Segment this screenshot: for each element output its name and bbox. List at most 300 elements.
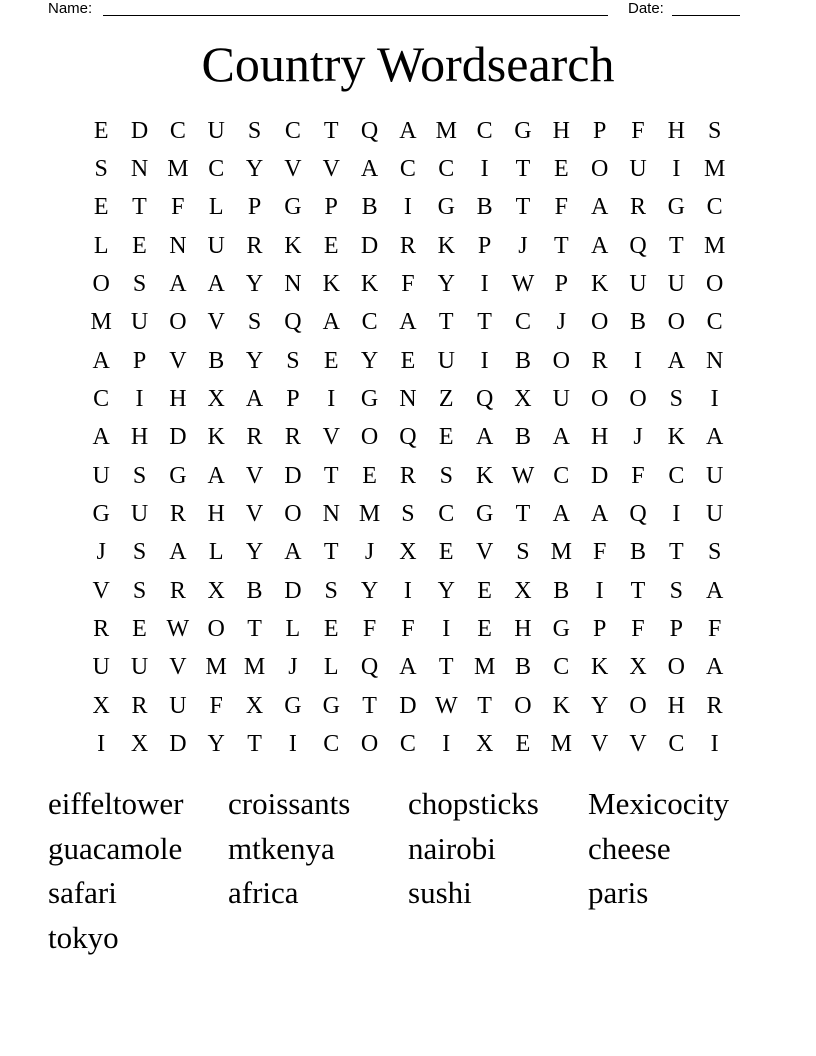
grid-letter: V: [245, 462, 264, 489]
grid-letter: M: [90, 309, 112, 336]
grid-letter: O: [514, 692, 532, 719]
grid-letter: T: [323, 462, 339, 489]
grid-letter: X: [514, 386, 532, 413]
grid-letter: E: [477, 616, 492, 643]
grid-letter: A: [667, 347, 685, 374]
grid-letter: I: [135, 386, 144, 413]
grid-letter: D: [590, 462, 609, 489]
grid-letter: G: [284, 692, 302, 719]
grid-letter: U: [207, 117, 225, 144]
grid-letter: B: [476, 194, 493, 221]
grid-letter: A: [399, 309, 417, 336]
grid-letter: C: [668, 462, 685, 489]
grid-letter: A: [360, 156, 379, 183]
grid-letter: V: [169, 347, 187, 374]
word-list-item: tokyo: [48, 919, 119, 955]
grid-letter: W: [166, 616, 190, 643]
grid-letter: A: [169, 271, 187, 298]
word-list-item: africa: [228, 875, 299, 910]
grid-letter: E: [323, 616, 339, 643]
header-fields: [48, 0, 748, 20]
grid-letter: A: [322, 309, 340, 336]
grid-letter: A: [590, 194, 609, 221]
word-list-item: croissants: [228, 786, 351, 821]
grid-letter: J: [364, 539, 375, 566]
grid-letter: B: [208, 347, 225, 374]
grid-letter: R: [284, 424, 301, 451]
word-list-item: nairobi: [408, 830, 496, 866]
grid-letter: X: [92, 692, 110, 719]
word-list: [48, 782, 768, 960]
grid-letter: A: [552, 424, 570, 451]
grid-letter: T: [247, 731, 262, 758]
grid-letter: U: [130, 501, 149, 528]
grid-letter: A: [284, 539, 302, 566]
grid-letter: T: [438, 654, 454, 681]
grid-letter: F: [631, 117, 645, 144]
grid-letter: S: [247, 309, 262, 336]
grid-letter: D: [169, 424, 187, 451]
grid-letter: O: [284, 501, 302, 528]
grid-letter: L: [285, 616, 301, 643]
grid-letter: V: [169, 654, 187, 681]
grid-letter: J: [288, 654, 298, 681]
grid-letter: S: [132, 539, 147, 566]
grid-letter: M: [704, 156, 726, 183]
grid-letter: E: [323, 347, 339, 374]
grid-letter: D: [360, 232, 379, 259]
grid-letter: I: [710, 386, 719, 413]
grid-letter: O: [552, 347, 570, 374]
grid-letter: F: [362, 616, 377, 643]
grid-letter: X: [130, 731, 149, 758]
grid-letter: Z: [438, 386, 454, 413]
grid-letter: O: [360, 424, 379, 451]
grid-letter: O: [629, 692, 647, 719]
grid-letter: C: [169, 117, 186, 144]
grid-letter: O: [590, 386, 609, 413]
grid-letter: P: [592, 117, 607, 144]
grid-letter: U: [706, 462, 724, 489]
grid-letter: E: [132, 232, 147, 259]
grid-letter: B: [361, 194, 378, 221]
grid-letter: E: [93, 117, 109, 144]
grid-letter: A: [399, 654, 417, 681]
grid-letter: Q: [629, 501, 647, 528]
grid-letter: P: [477, 232, 492, 259]
grid-letter: K: [590, 271, 609, 298]
grid-letter: C: [93, 386, 110, 413]
grid-letter: U: [130, 309, 149, 336]
grid-letter: T: [668, 232, 684, 259]
grid-letter: M: [704, 232, 726, 259]
grid-letter: A: [475, 424, 494, 451]
grid-letter: K: [284, 232, 302, 259]
grid-letter: Y: [437, 577, 455, 604]
grid-letter: R: [131, 692, 148, 719]
grid-letter: U: [130, 654, 149, 681]
grid-letter: G: [360, 386, 379, 413]
grid-letter: D: [284, 462, 302, 489]
grid-letter: X: [207, 577, 225, 604]
grid-letter: P: [669, 616, 683, 643]
grid-letter: P: [592, 616, 607, 643]
grid-letter: T: [323, 539, 339, 566]
grid-letter: D: [399, 692, 417, 719]
grid-letter: B: [514, 424, 531, 451]
grid-letter: K: [552, 692, 570, 719]
grid-letter: A: [245, 386, 264, 413]
grid-letter: F: [401, 616, 415, 643]
grid-letter: R: [591, 347, 608, 374]
grid-letter: I: [480, 156, 489, 183]
grid-letter: R: [169, 577, 186, 604]
grid-letter: C: [668, 731, 685, 758]
grid-letter: A: [706, 424, 724, 451]
grid-letter: L: [208, 539, 224, 566]
grid-letter: I: [710, 731, 719, 758]
grid-letter: D: [130, 117, 149, 144]
word-list-item: paris: [588, 875, 649, 910]
grid-letter: I: [672, 156, 681, 183]
word-list-item: chopsticks: [408, 786, 539, 821]
grid-letter: P: [286, 386, 300, 413]
word-list-item: sushi: [408, 875, 472, 910]
word-list-item: cheese: [588, 830, 671, 866]
grid-letter: C: [284, 117, 301, 144]
grid-letter: D: [169, 731, 187, 758]
grid-letter: C: [514, 309, 531, 336]
grid-letter: Y: [360, 577, 379, 604]
grid-letter: U: [552, 386, 570, 413]
grid-letter: S: [669, 577, 683, 604]
grid-letter: V: [207, 309, 225, 336]
grid-letter: F: [707, 616, 722, 643]
grid-letter: M: [167, 156, 189, 183]
grid-letter: A: [590, 232, 609, 259]
grid-letter: O: [706, 271, 724, 298]
grid-letter: A: [399, 117, 417, 144]
grid-letter: X: [245, 692, 264, 719]
grid-letter: I: [595, 577, 604, 604]
grid-letter: U: [667, 271, 685, 298]
word-list-item: safari: [48, 875, 117, 910]
grid-letter: T: [515, 501, 531, 528]
grid-letter: X: [399, 539, 417, 566]
grid-letter: A: [92, 347, 110, 374]
grid-letter: M: [550, 731, 572, 758]
grid-letter: C: [323, 731, 340, 758]
grid-letter: U: [92, 654, 110, 681]
grid-letter: P: [132, 347, 147, 374]
grid-letter: C: [706, 309, 723, 336]
grid-letter: S: [286, 347, 300, 374]
grid-letter: K: [360, 271, 379, 298]
grid-letter: K: [475, 462, 494, 489]
grid-letter: P: [247, 194, 262, 221]
grid-letter: Y: [437, 271, 455, 298]
grid-letter: L: [208, 194, 224, 221]
grid-letter: A: [706, 654, 724, 681]
grid-letter: Q: [360, 117, 379, 144]
grid-letter: H: [207, 501, 225, 528]
grid-letter: O: [590, 309, 609, 336]
grid-letter: X: [475, 731, 494, 758]
grid-letter: S: [707, 117, 722, 144]
grid-letter: O: [360, 731, 379, 758]
grid-letter: U: [207, 232, 225, 259]
grid-letter: M: [205, 654, 227, 681]
grid-letter: E: [515, 731, 531, 758]
grid-letter: V: [245, 501, 264, 528]
grid-letter: A: [590, 501, 609, 528]
grid-letter: T: [515, 156, 531, 183]
grid-letter: T: [515, 194, 531, 221]
grid-letter: B: [629, 539, 646, 566]
grid-letter: C: [553, 654, 570, 681]
grid-letter: C: [476, 117, 493, 144]
grid-letter: B: [629, 309, 646, 336]
grid-letter: K: [207, 424, 225, 451]
grid-letter: F: [554, 194, 568, 221]
grid-letter: K: [437, 232, 455, 259]
grid-letter: P: [554, 271, 568, 298]
grid-letter: J: [556, 309, 566, 336]
grid-letter: I: [327, 386, 336, 413]
grid-letter: C: [706, 194, 723, 221]
grid-letter: J: [96, 539, 106, 566]
grid-letter: G: [169, 462, 187, 489]
grid-letter: V: [590, 731, 609, 758]
grid-letter: G: [475, 501, 494, 528]
grid-letter: A: [552, 501, 570, 528]
grid-letter: U: [629, 156, 647, 183]
grid-letter: Q: [360, 654, 379, 681]
grid-letter: I: [97, 731, 106, 758]
grid-letter: U: [629, 271, 647, 298]
grid-letter: V: [629, 731, 647, 758]
grid-letter: G: [437, 194, 455, 221]
grid-letter: T: [477, 692, 492, 719]
date-blank-line: [672, 0, 740, 16]
grid-letter: F: [631, 616, 645, 643]
grid-letter: Y: [245, 156, 264, 183]
grid-letter: M: [435, 117, 457, 144]
grid-letter: N: [284, 271, 302, 298]
grid-letter: Q: [475, 386, 494, 413]
grid-letter: B: [553, 577, 570, 604]
grid-letter: M: [550, 539, 572, 566]
grid-letter: S: [516, 539, 530, 566]
grid-letter: V: [284, 156, 302, 183]
grid-letter: H: [552, 117, 570, 144]
grid-letter: H: [667, 692, 685, 719]
grid-letter: O: [667, 654, 685, 681]
grid-letter: I: [403, 194, 412, 221]
grid-letter: O: [667, 309, 685, 336]
grid-letter: E: [477, 577, 492, 604]
grid-letter: S: [132, 271, 147, 298]
grid-letter: S: [401, 501, 415, 528]
grid-letter: N: [130, 156, 149, 183]
grid-letter: C: [208, 156, 225, 183]
grid-letter: S: [132, 577, 147, 604]
grid-letter: F: [631, 462, 645, 489]
grid-letter: C: [438, 156, 455, 183]
grid-letter: K: [590, 654, 609, 681]
grid-letter: S: [439, 462, 453, 489]
grid-letter: Y: [245, 539, 264, 566]
grid-letter: I: [480, 347, 489, 374]
grid-letter: J: [633, 424, 643, 451]
grid-letter: R: [629, 194, 646, 221]
grid-letter: O: [629, 386, 647, 413]
grid-letter: S: [669, 386, 683, 413]
grid-letter: T: [553, 232, 569, 259]
grid-letter: H: [590, 424, 609, 451]
grid-letter: A: [207, 462, 225, 489]
grid-letter: E: [93, 194, 109, 221]
grid-letter: Q: [284, 309, 302, 336]
word-list-item: guacamole: [48, 830, 183, 866]
grid-letter: U: [169, 692, 187, 719]
grid-letter: G: [667, 194, 685, 221]
grid-letter: E: [132, 616, 147, 643]
grid-letter: U: [437, 347, 455, 374]
grid-letter: Y: [245, 271, 264, 298]
word-list-item: eiffeltower: [48, 786, 184, 821]
grid-letter: R: [246, 232, 263, 259]
grid-letter: T: [132, 194, 147, 221]
grid-letter: R: [706, 692, 723, 719]
grid-letter: I: [442, 731, 451, 758]
word-list-item: mtkenya: [228, 830, 335, 866]
grid-letter: S: [94, 156, 108, 183]
grid-letter: E: [553, 156, 569, 183]
grid-letter: O: [207, 616, 225, 643]
letter-grid: [82, 112, 734, 764]
grid-letter: G: [322, 692, 340, 719]
grid-letter: U: [92, 462, 110, 489]
grid-letter: S: [324, 577, 338, 604]
grid-letter: A: [169, 539, 187, 566]
grid-letter: S: [707, 539, 722, 566]
grid-letter: I: [403, 577, 412, 604]
grid-letter: F: [171, 194, 185, 221]
name-label: Name:: [48, 0, 93, 17]
grid-letter: H: [169, 386, 187, 413]
grid-letter: H: [514, 616, 532, 643]
page-title: Country Wordsearch: [201, 36, 615, 92]
grid-letter: X: [629, 654, 647, 681]
grid-letter: V: [92, 577, 110, 604]
grid-letter: G: [92, 501, 110, 528]
grid-letter: Q: [399, 424, 417, 451]
grid-letter: T: [477, 309, 492, 336]
grid-letter: T: [362, 692, 377, 719]
grid-letter: A: [706, 577, 724, 604]
grid-letter: T: [668, 539, 684, 566]
grid-letter: E: [323, 232, 339, 259]
grid-letter: H: [667, 117, 685, 144]
grid-letter: R: [169, 501, 186, 528]
grid-letter: F: [401, 271, 415, 298]
grid-letter: G: [284, 194, 302, 221]
grid-letter: T: [247, 616, 262, 643]
word-list-item: Mexicocity: [588, 786, 730, 821]
grid-letter: F: [592, 539, 607, 566]
grid-letter: S: [247, 117, 262, 144]
grid-letter: R: [399, 462, 416, 489]
grid-letter: X: [514, 577, 532, 604]
name-blank-line: [103, 0, 608, 16]
grid-letter: Y: [207, 731, 225, 758]
grid-letter: L: [323, 654, 339, 681]
grid-letter: N: [706, 347, 724, 374]
grid-letter: W: [511, 271, 535, 298]
grid-letter: N: [169, 232, 187, 259]
grid-letter: I: [672, 501, 681, 528]
grid-letter: A: [92, 424, 110, 451]
grid-letter: E: [438, 424, 454, 451]
grid-letter: K: [322, 271, 340, 298]
grid-letter: E: [362, 462, 377, 489]
date-label: Date:: [628, 0, 664, 17]
grid-letter: C: [399, 156, 416, 183]
grid-letter: P: [324, 194, 338, 221]
grid-letter: J: [518, 232, 528, 259]
grid-letter: N: [322, 501, 340, 528]
grid-letter: F: [209, 692, 223, 719]
grid-letter: T: [630, 577, 646, 604]
grid-letter: Y: [360, 347, 379, 374]
grid-letter: C: [361, 309, 378, 336]
grid-letter: O: [590, 156, 609, 183]
grid-letter: C: [553, 462, 570, 489]
grid-letter: R: [246, 424, 263, 451]
grid-letter: G: [552, 616, 570, 643]
grid-letter: L: [93, 232, 109, 259]
grid-letter: R: [399, 232, 416, 259]
grid-letter: Y: [590, 692, 609, 719]
grid-letter: I: [288, 731, 297, 758]
grid-letter: A: [207, 271, 225, 298]
grid-letter: B: [514, 347, 531, 374]
grid-letter: C: [438, 501, 455, 528]
grid-letter: V: [322, 156, 340, 183]
grid-letter: T: [438, 309, 454, 336]
grid-letter: K: [667, 424, 685, 451]
grid-letter: R: [93, 616, 110, 643]
grid-letter: O: [92, 271, 110, 298]
grid-letter: E: [400, 347, 416, 374]
grid-letter: W: [511, 462, 535, 489]
grid-letter: Y: [245, 347, 264, 374]
grid-letter: M: [473, 654, 496, 681]
grid-letter: B: [514, 654, 531, 681]
grid-letter: H: [130, 424, 149, 451]
grid-letter: M: [358, 501, 381, 528]
grid-letter: Q: [629, 232, 647, 259]
grid-letter: C: [399, 731, 416, 758]
grid-letter: W: [434, 692, 458, 719]
grid-letter: S: [132, 462, 147, 489]
grid-letter: U: [706, 501, 724, 528]
grid-letter: I: [480, 271, 489, 298]
grid-letter: M: [243, 654, 266, 681]
grid-letter: I: [633, 347, 642, 374]
grid-letter: B: [246, 577, 263, 604]
